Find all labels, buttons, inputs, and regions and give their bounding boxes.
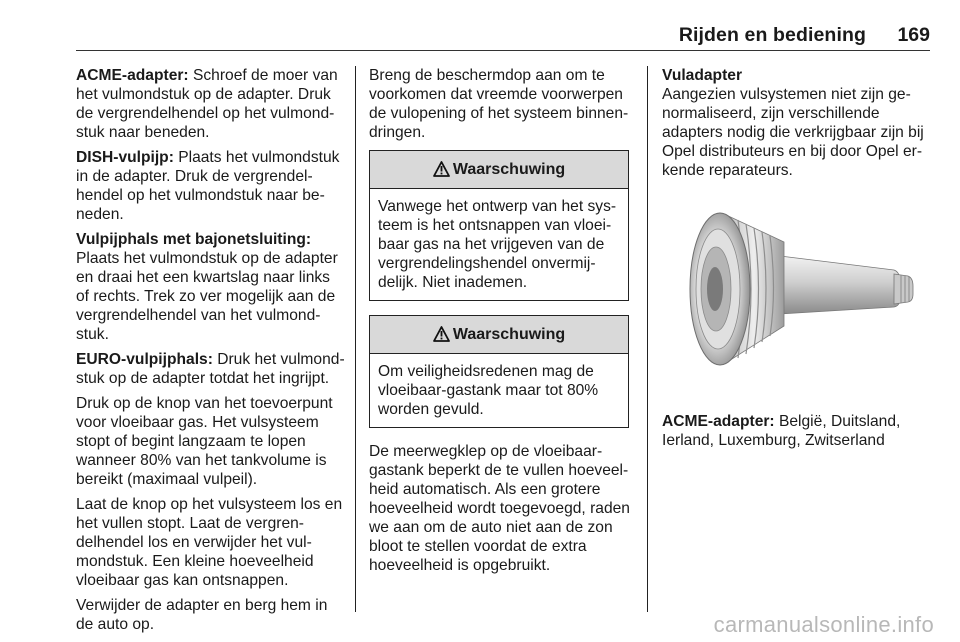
warning-title: Waarschuwing	[452, 161, 566, 178]
paragraph-vulsystemen: Aangezien vulsystemen niet zijn genormaliseerd, zijn verschillende adapters nodig die verkrijgbaar zijn bij Opel distributeurs en bij door Opel erkende reparateurs.	[662, 86, 924, 179]
label-acme: ACME-adapter:	[76, 67, 189, 84]
warning-title: Waarschuwing	[452, 326, 566, 343]
header-divider	[76, 50, 930, 51]
paragraph-bajonet: Plaats het vulmondstuk op de adapter en draai het een kwartslag naar links of rechts. Trek zo ver mogelijk aan de vergrendelhendel van het vulmondstuk.	[76, 250, 338, 343]
paragraph-laat: Laat de knop op het vulsysteem los en het vullen stopt. Laat de vergrendelhendel los en verwijder het vulmondstuk. Een kleine hoeveelheid vloeibaar gas kan ontsnappen.	[76, 496, 343, 589]
caption-text: België, Duitsland, Ierland, Luxemburg, Zwitserland	[662, 413, 901, 449]
heading-vuladapter: Vuladapter	[662, 67, 743, 84]
warning-icon	[433, 161, 450, 177]
label-dish: DISH-vulpijp:	[76, 149, 174, 166]
figure-caption	[662, 412, 930, 450]
label-euro: EURO-vulpijphals:	[76, 351, 213, 368]
warning-header	[370, 151, 628, 189]
paragraph-dish	[76, 148, 346, 224]
warning-icon	[433, 326, 450, 342]
column-divider	[355, 66, 356, 612]
warning-box	[369, 150, 629, 301]
paragraph-acme	[76, 66, 346, 142]
text-euro: Druk het vulmondstuk op de adapter totdat het ingrijpt.	[76, 351, 345, 387]
text-dish: Plaats het vulmondstuk in de adapter. Druk de vergrendelhendel op het vulmondstuk naar beneden.	[76, 149, 340, 223]
caption-label: ACME-adapter:	[662, 413, 775, 430]
page-number: 169	[897, 24, 930, 46]
paragraph-beschermdop: Breng de beschermdop aan om te voorkomen dat vreemde voorwerpen de vulopening of het systeem binnendringen.	[369, 67, 629, 141]
paragraph-verwijder: Verwijder de adapter en berg hem in de auto op.	[76, 597, 328, 633]
paragraph-druk: Druk op de knop van het toevoerpunt voor vloeibaar gas. Het vulsysteem stopt of begint langzaam te lopen wanneer 80% van het tankvolume is bereikt (maximaal vulpeil).	[76, 395, 333, 488]
watermark: carmanualsonline.info	[713, 612, 934, 637]
column-2	[369, 66, 633, 581]
acme-adapter-illustration	[662, 186, 926, 398]
paragraph-bajonet-label	[76, 230, 346, 249]
column-divider	[647, 66, 648, 612]
warning-text: Vanwege het ontwerp van het systeem is het ontsnappen van vloeibaar gas na het vrijgeven van de vergrendelingshendel onvermijdelijk. Niet inademen.	[378, 198, 617, 291]
column-1	[76, 66, 346, 640]
warning-header	[370, 316, 628, 354]
column-3	[662, 66, 930, 456]
paragraph-meerwegklep: De meerwegklep op de vloeibaar-gastank beperkt de te vullen hoeveelheid automatisch. Als een grotere hoeveelheid wordt toegevoegd, raden we aan om de auto niet aan de zon bloot te stellen voordat de extra hoeveelheid is opgebruikt.	[369, 443, 630, 574]
label-bajonet: Vulpijphals met bajonetsluiting:	[76, 231, 312, 248]
text-acme: Schroef de moer van het vulmondstuk op de adapter. Druk de vergrendelhendel op het vulmondstuk naar beneden.	[76, 67, 338, 141]
page-header-title: Rijden en bediening	[678, 24, 866, 46]
warning-text: Om veiligheidsredenen mag de vloeibaar-gastank maar tot 80% worden gevuld.	[378, 363, 599, 418]
section-heading	[662, 66, 930, 85]
warning-box	[369, 315, 629, 428]
paragraph-euro	[76, 350, 346, 388]
